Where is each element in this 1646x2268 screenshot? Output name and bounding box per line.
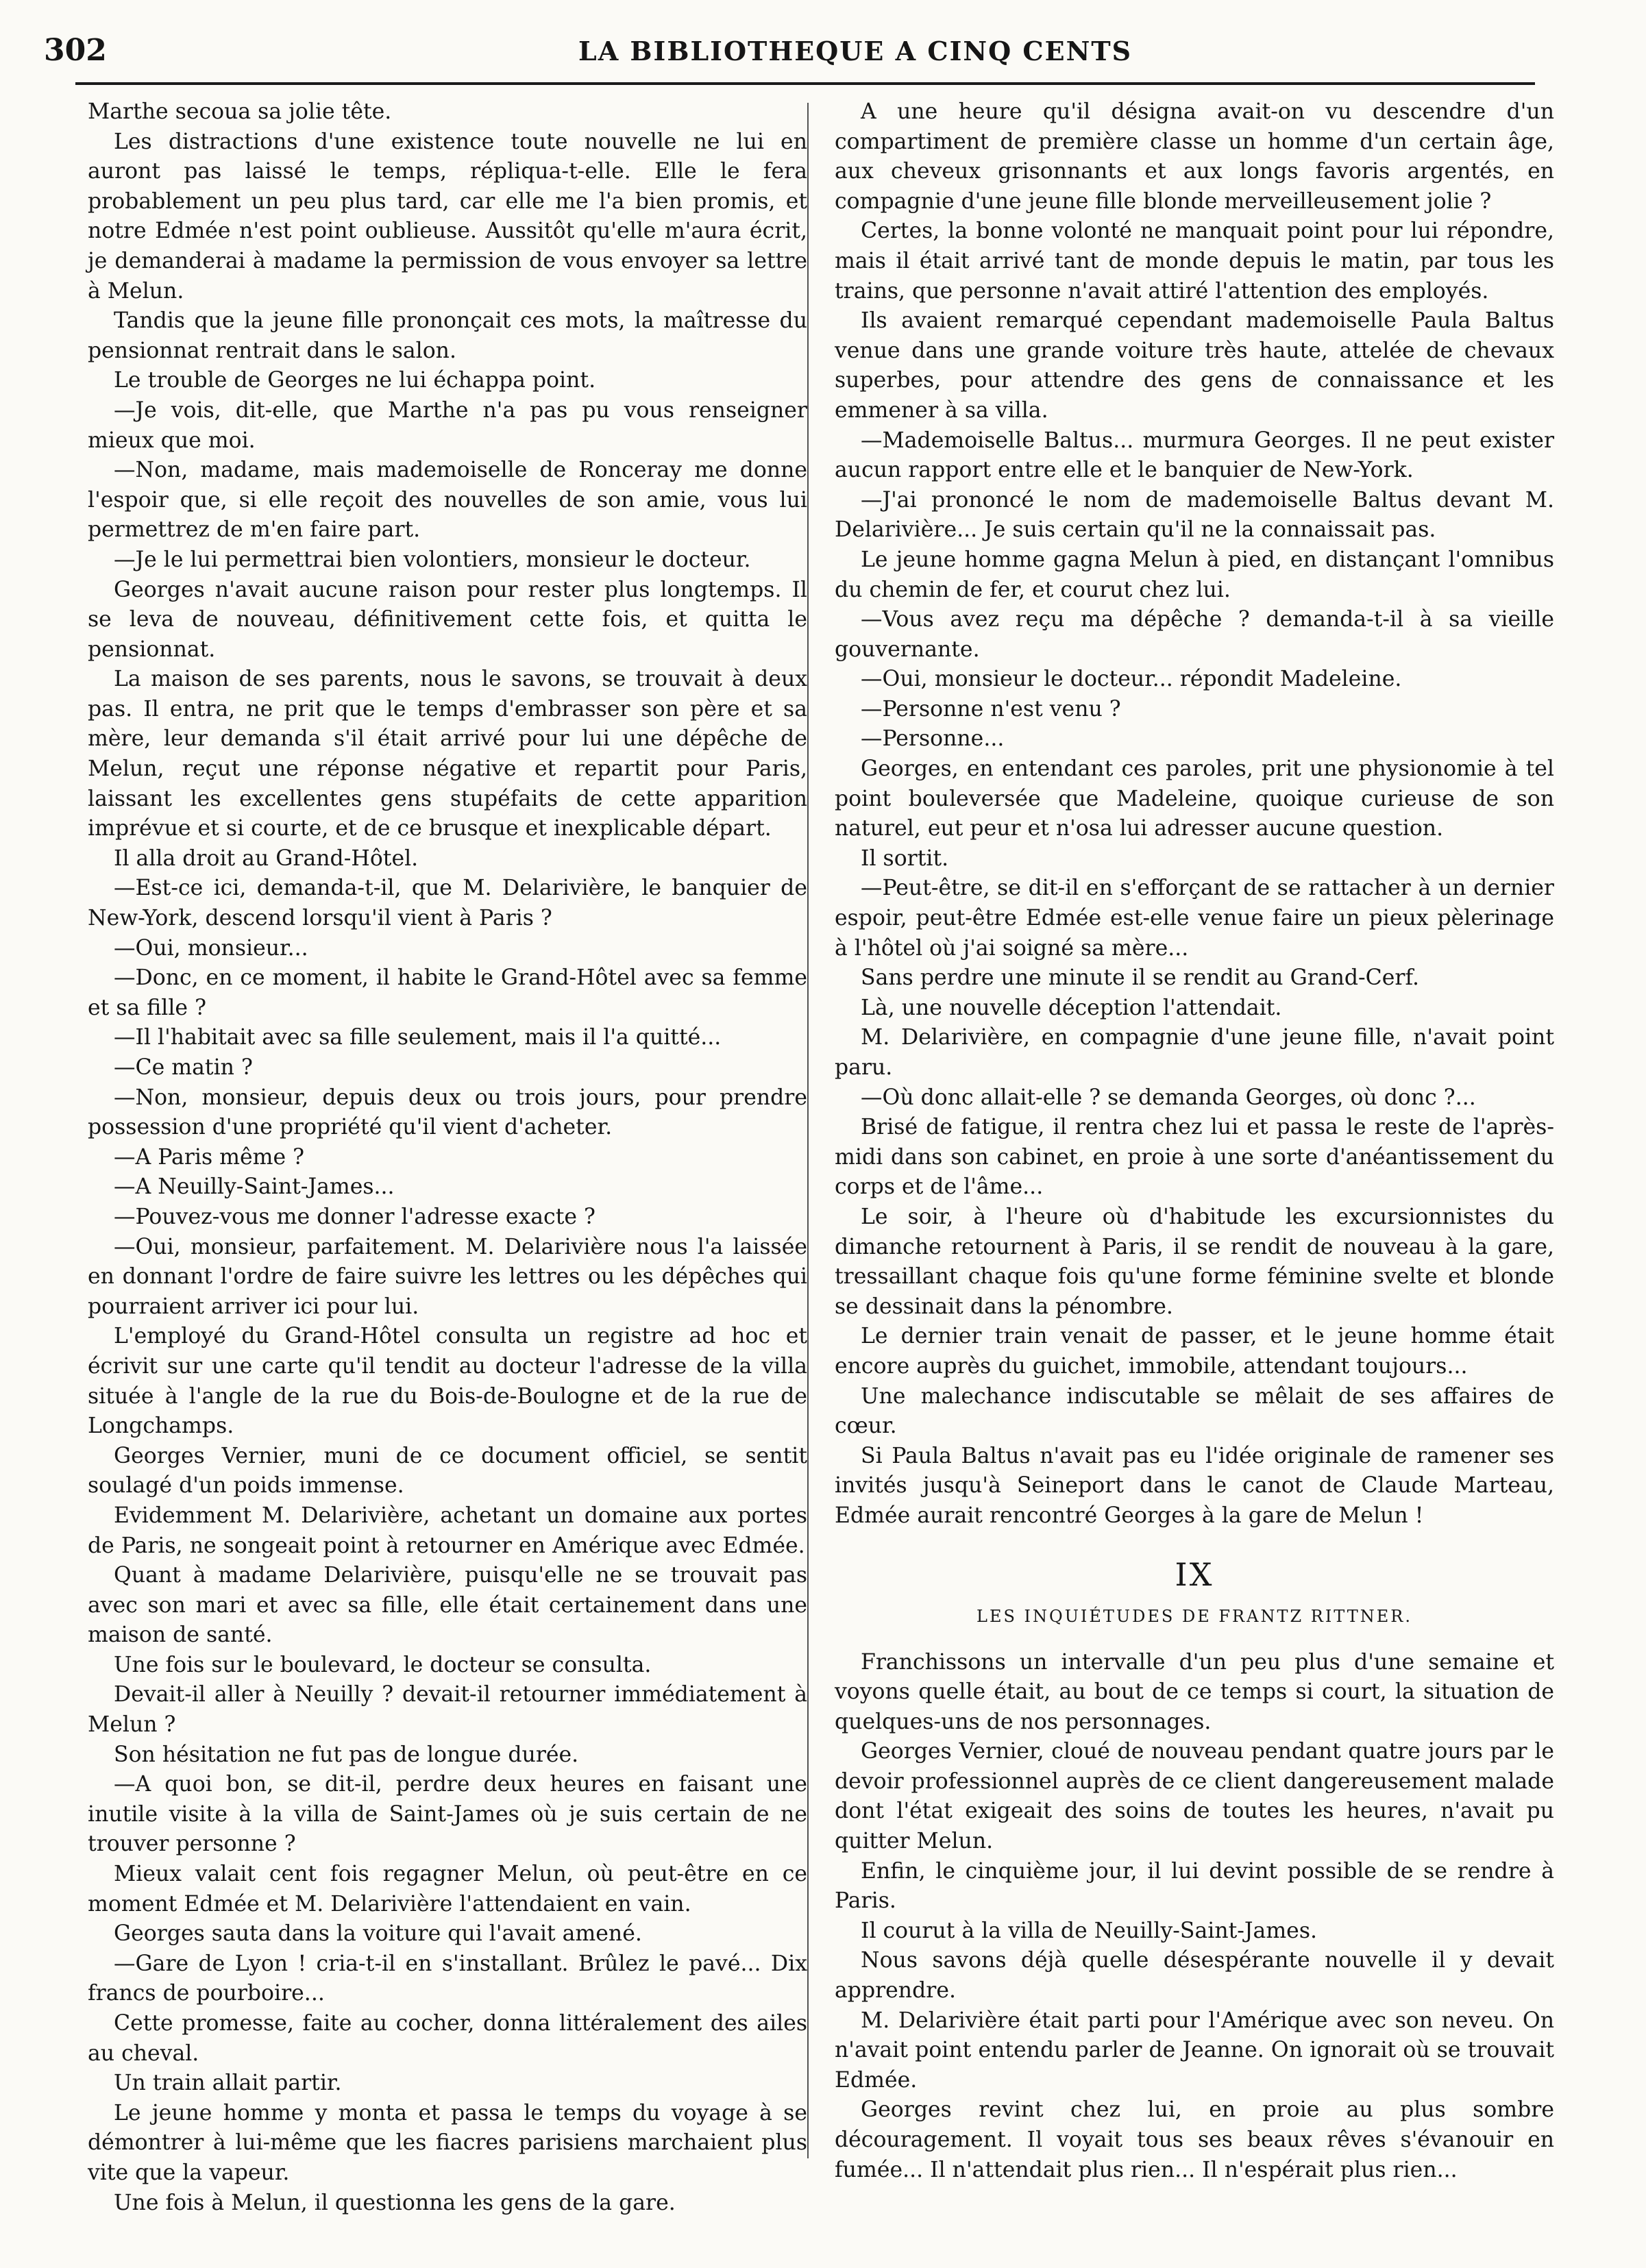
paragraph: Nous savons déjà quelle désespérante nouvelle il y devait apprendre. [835,1948,1554,2004]
page-number: 302 [44,33,107,68]
paragraph: —Oui, monsieur... [114,935,308,961]
chapter-title: LES INQUIÉTUDES DE FRANTZ RITTNER. [976,1606,1412,1626]
paragraph: —Peut-être, se dit-il en s'efforçant de se rattacher à un dernier espoir, peut-être Edmée est-elle venue faire un pieux pèlerinage à l'hôtel où j'ai soigné sa mère... [835,876,1554,961]
paragraph: Les distractions d'une existence toute nouvelle ne lui en auront pas laissé le temps, répliqua-t-elle. Elle le fera probablement un peu plus tard, car elle me l'a bien promis, et notre Edmée n'est point oublieuse. Aussitôt qu'elle m'aura écrit, je demanderai à madame la permission de vous envoyer sa lettre à Melun. [88,129,807,304]
paragraph: Il alla droit au Grand-Hôtel. [114,846,419,871]
paragraph: Cette promesse, faite au cocher, donna littéralement des ailes au cheval. [88,2011,807,2066]
paragraph: Enfin, le cinquième jour, il lui devint possible de se rendre à Paris. [835,1858,1554,1914]
paragraph: Sans perdre une minute il se rendit au Grand-Cerf. [861,965,1420,991]
paragraph: Son hésitation ne fut pas de longue durée. [114,1742,579,1767]
left-column [88,97,807,2218]
paragraph: Marthe secoua sa jolie tête. [88,99,392,124]
paragraph: Ils avaient remarqué cependant mademoiselle Paula Baltus venue dans une grande voiture très haute, attelée de chevaux superbes, pour attendre des gens de connaissance et les emmener à sa villa. [835,308,1554,423]
paragraph: —Personne n'est venu ? [861,696,1121,722]
paragraph: Brisé de fatigue, il rentra chez lui et passa le reste de l'après-midi dans son cabinet, en proie à une sorte d'anéantissement du corps et de l'âme... [835,1115,1554,1200]
paragraph: Georges n'avait aucune raison pour rester plus longtemps. Il se leva de nouveau, définitivement cette fois, et quitta le pensionnat. [88,577,807,662]
paragraph: —Vous avez reçu ma dépêche ? demanda-t-il à sa vieille gouvernante. [835,607,1554,662]
paragraph: Evidemment M. Delarivière, achetant un domaine aux portes de Paris, ne songeait point à retourner en Amérique avec Edmée. [88,1503,807,1558]
chapter-number: IX [1175,1555,1214,1593]
paragraph: Devait-il aller à Neuilly ? devait-il retourner immédiatement à Melun ? [88,1682,807,1738]
paragraph: M. Delarivière, en compagnie d'une jeune fille, n'avait point paru. [835,1025,1554,1080]
paragraph: —Il l'habitait avec sa fille seulement, mais il l'a quitté... [114,1025,722,1050]
paragraph: Mieux valait cent fois regagner Melun, où peut-être en ce moment Edmée et M. Delarivière l'attendaient en vain. [88,1862,807,1916]
paragraph: Le dernier train venait de passer, et le jeune homme était encore auprès du guichet, immobile, attendant toujours... [835,1324,1554,1379]
paragraph: —Pouvez-vous me donner l'adresse exacte ? [114,1204,595,1229]
paragraph: —Je vois, dit-elle, que Marthe n'a pas pu vous renseigner mieux que moi. [88,397,807,453]
paragraph: Georges revint chez lui, en proie au plus sombre découragement. Il voyait tous ses beaux rêves s'évanouir en fumée... Il n'attendait plus rien... Il n'espérait plus rien... [835,2097,1554,2182]
paragraph: Un train allait partir. [114,2071,342,2096]
paragraph: —Gare de Lyon ! cria-t-il en s'installant. Brûlez le pavé... Dix francs de pourboire... [88,1951,807,2006]
paragraph: Franchissons un intervalle d'un peu plus d'une semaine et voyons quelle était, au bout de ce temps si court, la situation de quelques-uns de nos personnages. [835,1649,1554,1734]
paragraph: Il sortit. [861,846,949,871]
paragraph: Il courut à la villa de Neuilly-Saint-James. [861,1918,1318,1943]
paragraph: —Non, madame, mais mademoiselle de Ronceray me donne l'espoir que, si elle reçoit des nouvelles de son amie, vous lui permettrez de m'en faire part. [88,458,807,543]
paragraph: —Non, monsieur, depuis deux ou trois jours, pour prendre possession d'une propriété qu'il vient d'acheter. [88,1085,807,1140]
paragraph: Si Paula Baltus n'avait pas eu l'idée originale de ramener ses invités jusqu'à Seineport dans le canot de Claude Marteau, Edmée aurait rencontré Georges à la gare de Melun ! [835,1443,1554,1528]
paragraph: —Où donc allait-elle ? se demanda Georges, où donc ?... [861,1085,1476,1110]
right-column [835,97,1554,2185]
paragraph: Le trouble de Georges ne lui échappa point. [114,368,596,393]
paragraph: Georges, en entendant ces paroles, prit une physionomie à tel point bouleversée que Madeleine, quoique curieuse de son naturel, eut peur et n'osa lui adresser aucune question. [835,756,1554,841]
paragraph: —Ce matin ? [114,1055,253,1080]
paragraph: Une malechance indiscutable se mêlait de ses affaires de cœur. [835,1383,1554,1439]
paragraph: A une heure qu'il désigna avait-on vu descendre d'un compartiment de première classe un homme d'un certain âge, aux cheveux grisonnants et aux longs favoris argentés, en compagnie d'une jeune fille blonde merveilleusement jolie ? [835,99,1554,214]
paragraph: —A quoi bon, se dit-il, perdre deux heures en faisant une inutile visite à la villa de Saint-James où je suis certain de ne trouver personne ? [88,1772,807,1857]
page-header [44,27,1551,75]
paragraph: Le soir, à l'heure où d'habitude les excursionnistes du dimanche retournent à Paris, il se rendit de nouveau à la gare, tressaillant chaque fois qu'une forme féminine svelte et blonde se dessinait dans la pénombre. [835,1204,1554,1319]
paragraph: Là, une nouvelle déception l'attendait. [861,995,1282,1020]
paragraph: M. Delarivière était parti pour l'Amérique avec son neveu. On n'avait point entendu parler de Jeanne. On ignorait où se trouvait Edmée. [835,2008,1554,2093]
paragraph: Tandis que la jeune fille prononçait ces mots, la maîtresse du pensionnat rentrait dans le salon. [88,308,807,363]
paragraph: Le jeune homme y monta et passa le temps du voyage à se démontrer à lui-même que les fiacres parisiens marchaient plus vite que la vapeur. [88,2100,807,2185]
paragraph: —A Paris même ? [114,1144,305,1170]
paragraph: —J'ai prononcé le nom de mademoiselle Baltus devant M. Delarivière... Je suis certain qu'il ne la connaissait pas. [835,487,1554,543]
paragraph: Georges Vernier, cloué de nouveau pendant quatre jours par le devoir professionnel auprès de ce client dangereusement malade dont l'état exigeait des soins de toutes les heures, n'avait pu quitter Melun. [835,1739,1554,1854]
paragraph: La maison de ses parents, nous le savons, se trouvait à deux pas. Il entra, ne prit que le temps d'embrasser son père et sa mère, leur demanda s'il était arrivé pour lui une dépêche de Melun, reçut une réponse négative et repartit pour Paris, laissant les excellentes gens stupéfaits de cette apparition imprévue et si courte, et de ce brusque et inexplicable départ. [88,667,807,841]
running-title: LA BIBLIOTHEQUE A CINQ CENTS [578,36,1133,66]
paragraph: L'employé du Grand-Hôtel consulta un registre ad hoc et écrivit sur une carte qu'il tendit au docteur l'adresse de la villa située à l'angle de la rue du Bois-de-Boulogne et de la rue de Longchamps. [88,1324,807,1439]
paragraph: —Je le lui permettrai bien volontiers, monsieur le docteur. [114,547,751,572]
header-rule [75,82,1535,85]
paragraph: —Personne... [861,726,1005,752]
paragraph: —Donc, en ce moment, il habite le Grand-Hôtel avec sa femme et sa fille ? [88,965,807,1020]
paragraph: Une fois sur le boulevard, le docteur se consulta. [114,1652,652,1677]
paragraph: —Oui, monsieur le docteur... répondit Madeleine. [861,667,1402,692]
column-divider [807,103,809,2158]
paragraph: —Oui, monsieur, parfaitement. M. Delarivière nous l'a laissée en donnant l'ordre de faire suivre les lettres ou les dépêches qui pourraient arriver ici pour lui. [88,1234,807,1319]
paragraph: Quant à madame Delarivière, puisqu'elle ne se trouvait pas avec son mari et avec sa fille, elle était certainement dans une maison de santé. [88,1563,807,1648]
paragraph: Certes, la bonne volonté ne manquait point pour lui répondre, mais il était arrivé tant de monde depuis le matin, par tous les trains, que personne n'avait attiré l'attention des employés. [835,219,1554,304]
paragraph: —A Neuilly-Saint-James... [114,1174,395,1200]
paragraph: Le jeune homme gagna Melun à pied, en distançant l'omnibus du chemin de fer, et courut chez lui. [835,547,1554,602]
paragraph: Une fois à Melun, il questionna les gens de la gare. [114,2190,676,2215]
paragraph: Georges Vernier, muni de ce document officiel, se sentit soulagé d'un poids immense. [88,1443,807,1499]
paragraph: —Est-ce ici, demanda-t-il, que M. Delarivière, le banquier de New-York, descend lorsqu'il vient à Paris ? [88,876,807,931]
paragraph: Georges sauta dans la voiture qui l'avait amené. [114,1921,642,1947]
paragraph: —Mademoiselle Baltus... murmura Georges. Il ne peut exister aucun rapport entre elle et le banquier de New-York. [835,428,1554,483]
